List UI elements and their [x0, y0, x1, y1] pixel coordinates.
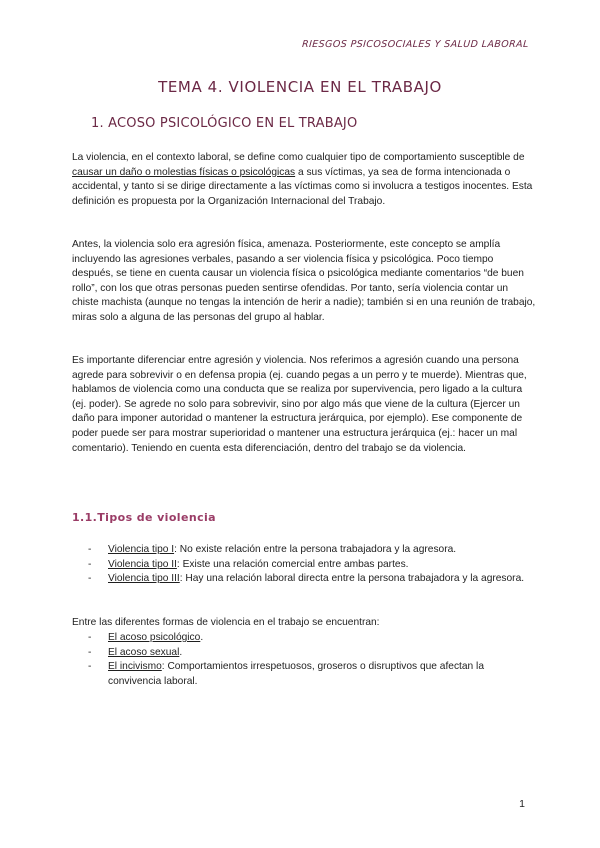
section-heading-acoso: 1. ACOSO PSICOLÓGICO EN EL TRABAJO [91, 116, 358, 131]
list-item [88, 543, 526, 558]
list-item-text: : Hay una relación laboral directa entre la persona trabajadora y la agresora. [179, 573, 525, 585]
list-item-text: . [200, 632, 204, 643]
paragraph-definition [72, 151, 537, 209]
list-item [88, 572, 526, 587]
paragraph-definition-b: a sus víctimas, ya sea de forma intencionada o accidental, y tanto si se dirige directamente a las víctimas como si involucra a testigos inocentes. Esta definición es propuesta por la Organización Internacional del Trabajo. [72, 166, 533, 207]
definition-underlined: causar un daño o molestias físicas o psicológicas [72, 166, 296, 178]
page-number: 1 [519, 798, 525, 810]
subsection-heading-tipos: 1.1.Tipos de violencia [72, 511, 216, 524]
list-item [88, 660, 526, 689]
list-item-text: . [179, 646, 183, 658]
list-item-term: El incivismo [108, 661, 162, 673]
list-item-text: : Comportamientos irrespetuosos, groseros o disruptivos que afectan la convivencia laboral. [108, 661, 484, 687]
list-item-term: Violencia tipo I [108, 544, 175, 555]
list-item [88, 558, 526, 573]
list-item-term: El acoso psicológico [108, 632, 201, 643]
document-title: TEMA 4. VIOLENCIA EN EL TRABAJO [158, 78, 442, 96]
list-item-text: : Existe una relación comercial entre ambas partes. [176, 558, 409, 570]
list-item [88, 631, 526, 646]
paragraph-history: Antes, la violencia solo era agresión física, amenaza. Posteriormente, este concepto se amplía incluyendo las agresiones verbales, pasando a ser violencia física y psicológica. Poco tiempo después, se tiene en cuenta causar un violencia física o psicológica mediante comentarios “de buen rollo”, con los que otras personas pueden sentirse ofendidas. Por tanto, sería violencia contar un chiste machista (aunque no tengas la intención de herir a nadie); también si en una reunión de trabajo, miras solo a alguna de las personas del grupo al hablar. [72, 239, 536, 323]
violence-types-list [88, 543, 526, 587]
list-item-term: El acoso sexual [108, 646, 180, 658]
running-head: RIESGOS PSICOSOCIALES Y SALUD LABORAL [301, 39, 530, 50]
paragraph-definition-a: La violencia, en el contexto laboral, se define como cualquier tipo de comportamiento susceptible de [72, 152, 525, 163]
list-item-term: Violencia tipo III [108, 573, 180, 585]
list-item-term: Violencia tipo II [108, 558, 177, 570]
paragraph-agresion-violencia: Es importante diferenciar entre agresión y violencia. Nos referimos a agresión cuando una persona agrede para sobrevivir o en defensa propia (ej. cuando pegas a un perro y te muerde). Mientras que, hablamos de violencia como una conducta que se realiza por supervivencia, pero ligado a la cultura (ej. poder). Se agrede no solo para sobrevivir, sino por algo más que viene de la cultura (Ejercer un daño para imponer autoridad o mantener la estructura jerárquica, por ejemplo). Ese componente de poder puede ser para mostrar superioridad o mantener una estructura jerárquica (ej.: hacer un mal comentario). Teniendo en cuenta esta diferenciación, dentro del trabajo se da violencia. [72, 355, 527, 454]
list-item [88, 646, 526, 661]
list-item-text: : No existe relación entre la persona trabajadora y la agresora. [174, 544, 457, 555]
forms-intro: Entre las diferentes formas de violencia en el trabajo se encuentran: [72, 617, 380, 628]
violence-forms-list [88, 631, 526, 689]
